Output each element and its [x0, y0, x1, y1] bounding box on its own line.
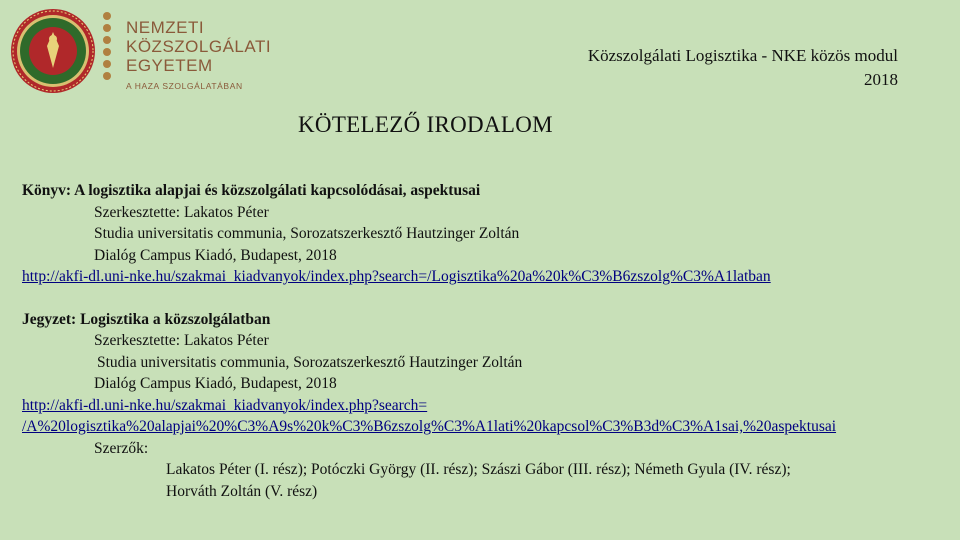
notes-editor: Szerkesztette: Lakatos Péter	[94, 332, 269, 349]
spacer	[22, 288, 960, 309]
notes-link-part1[interactable]: http://akfi-dl.uni-nke.hu/szakmai_kiadvanyok/index.php?search=	[22, 396, 428, 414]
notes-heading: Jegyzet: Logisztika a közszolgálatban	[22, 310, 271, 328]
section-title: KÖTELEZŐ IRODALOM	[298, 112, 553, 137]
notes-publisher: Dialóg Campus Kiadó, Budapest, 2018	[94, 375, 337, 392]
university-seal-icon	[8, 6, 108, 96]
university-logo	[8, 6, 272, 96]
logo-line3: EGYETEM	[126, 56, 213, 75]
authors-line1: Lakatos Péter (I. rész); Potóczki György (II. rész); Szászi Gábor (III. rész); Németh Gyula (IV. rész);	[166, 461, 791, 478]
book-link[interactable]: http://akfi-dl.uni-nke.hu/szakmai_kiadvanyok/index.php?search=/Logisztika%20a%20k%C3%B6zszolg%C3%A1latban	[22, 268, 771, 285]
authors-label: Szerzők:	[94, 439, 149, 457]
ornament-column-icon	[100, 10, 114, 90]
book-editor: Szerkesztette: Lakatos Péter	[94, 203, 269, 221]
slide-header	[588, 44, 898, 92]
authors-line2: Horváth Zoltán (V. rész)	[166, 482, 318, 500]
notes-series: Studia universitatis communia, Sorozatszerkesztő Hautzinger Zoltán	[97, 353, 523, 371]
logo-wordmark	[126, 18, 271, 96]
logo-line2: KÖZSZOLGÁLATI	[126, 37, 272, 56]
logo-tagline: A HAZA SZOLGÁLATÁBAN	[126, 81, 243, 91]
book-publisher: Dialóg Campus Kiadó, Budapest, 2018	[94, 246, 337, 264]
reading-list	[22, 180, 960, 502]
book-heading: Könyv: A logisztika alapjai és közszolgálati kapcsolódásai, aspektusai	[22, 182, 481, 199]
notes-link-part2[interactable]: /A%20logisztika%20alapjai%20%C3%A9s%20k%C3%B6zszolg%C3%A1lati%20kapcsol%C3%B3d%C3%A1sai,%20aspektusai	[22, 418, 837, 435]
book-series: Studia universitatis communia, Sorozatszerkesztő Hautzinger Zoltán	[94, 225, 520, 242]
logo-line1: NEMZETI	[126, 18, 205, 37]
header-year: 2018	[864, 70, 898, 89]
header-title: Közszolgálati Logisztika - NKE közös modul	[587, 46, 898, 65]
